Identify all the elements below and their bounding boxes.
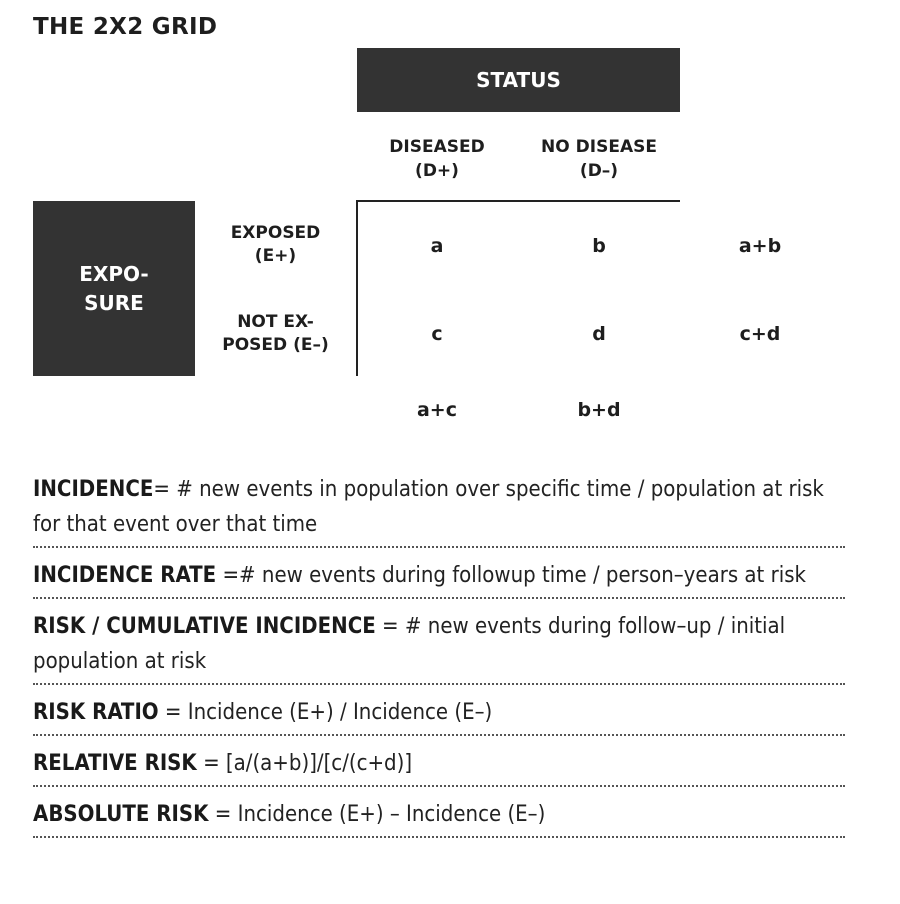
- definition-text: = # new events in population over specific time / population at risk for that event over that time: [33, 477, 824, 537]
- definitions-list: [33, 472, 845, 848]
- row-header-exposed-line-1: EXPOSED: [230, 223, 321, 243]
- cell-col-total-1: a+c: [416, 399, 457, 421]
- definition-text: = # new events during follow–up / initial population at risk: [33, 614, 786, 674]
- definition-term: INCIDENCE RATE: [33, 563, 217, 588]
- cell-row-total-2: c+d: [739, 323, 781, 345]
- definition-cumulative-incidence: [33, 609, 845, 685]
- definition-text: = Incidence (E+) – Incidence (E–): [208, 802, 546, 827]
- column-header-no-disease-line-2: (D–): [579, 161, 619, 181]
- definition-incidence: [33, 472, 845, 548]
- grid-left-border: [356, 200, 358, 376]
- definition-term: RISK / CUMULATIVE INCIDENCE: [33, 614, 376, 639]
- definition-text: =# new events during followup time / person–years at risk: [216, 563, 806, 588]
- cell-b: b: [592, 235, 606, 257]
- exposure-label-line-1: EXPO-: [79, 261, 149, 286]
- row-header-not-exposed: [208, 311, 343, 357]
- cell-col-total-2: b+d: [577, 399, 621, 421]
- exposure-label: [33, 201, 195, 376]
- definition-absolute-risk: [33, 797, 845, 838]
- definition-risk-ratio: [33, 695, 845, 736]
- definition-term: ABSOLUTE RISK: [33, 802, 209, 827]
- grid-top-border: [356, 200, 680, 202]
- status-header: STATUS: [357, 48, 680, 112]
- row-header-exposed: [208, 222, 343, 268]
- column-header-diseased: [357, 135, 517, 183]
- definition-term: RISK RATIO: [33, 700, 159, 725]
- row-header-exposed-line-2: (E+): [254, 246, 297, 266]
- definition-relative-risk: [33, 746, 845, 787]
- page-title: THE 2X2 GRID: [33, 14, 218, 40]
- row-header-not-exposed-line-1: NOT EX-: [237, 312, 314, 332]
- definition-text: = Incidence (E+) / Incidence (E–): [158, 700, 493, 725]
- definition-incidence-rate: [33, 558, 845, 599]
- column-header-diseased-line-1: DISEASED: [389, 137, 485, 157]
- exposure-label-line-2: SURE: [84, 290, 144, 315]
- row-header-not-exposed-line-2: POSED (E–): [222, 335, 329, 355]
- definition-term: RELATIVE RISK: [33, 751, 197, 776]
- cell-c: c: [431, 323, 443, 345]
- cell-row-total-1: a+b: [738, 235, 782, 257]
- cell-d: d: [592, 323, 606, 345]
- column-header-diseased-line-2: (D+): [415, 161, 459, 181]
- cell-a: a: [430, 235, 444, 257]
- column-header-no-disease-line-1: NO DISEASE: [541, 137, 657, 157]
- definition-term: INCIDENCE: [33, 477, 154, 502]
- column-header-no-disease: [519, 135, 679, 183]
- definition-text: = [a/(a+b)]/[c/(c+d)]: [196, 751, 413, 776]
